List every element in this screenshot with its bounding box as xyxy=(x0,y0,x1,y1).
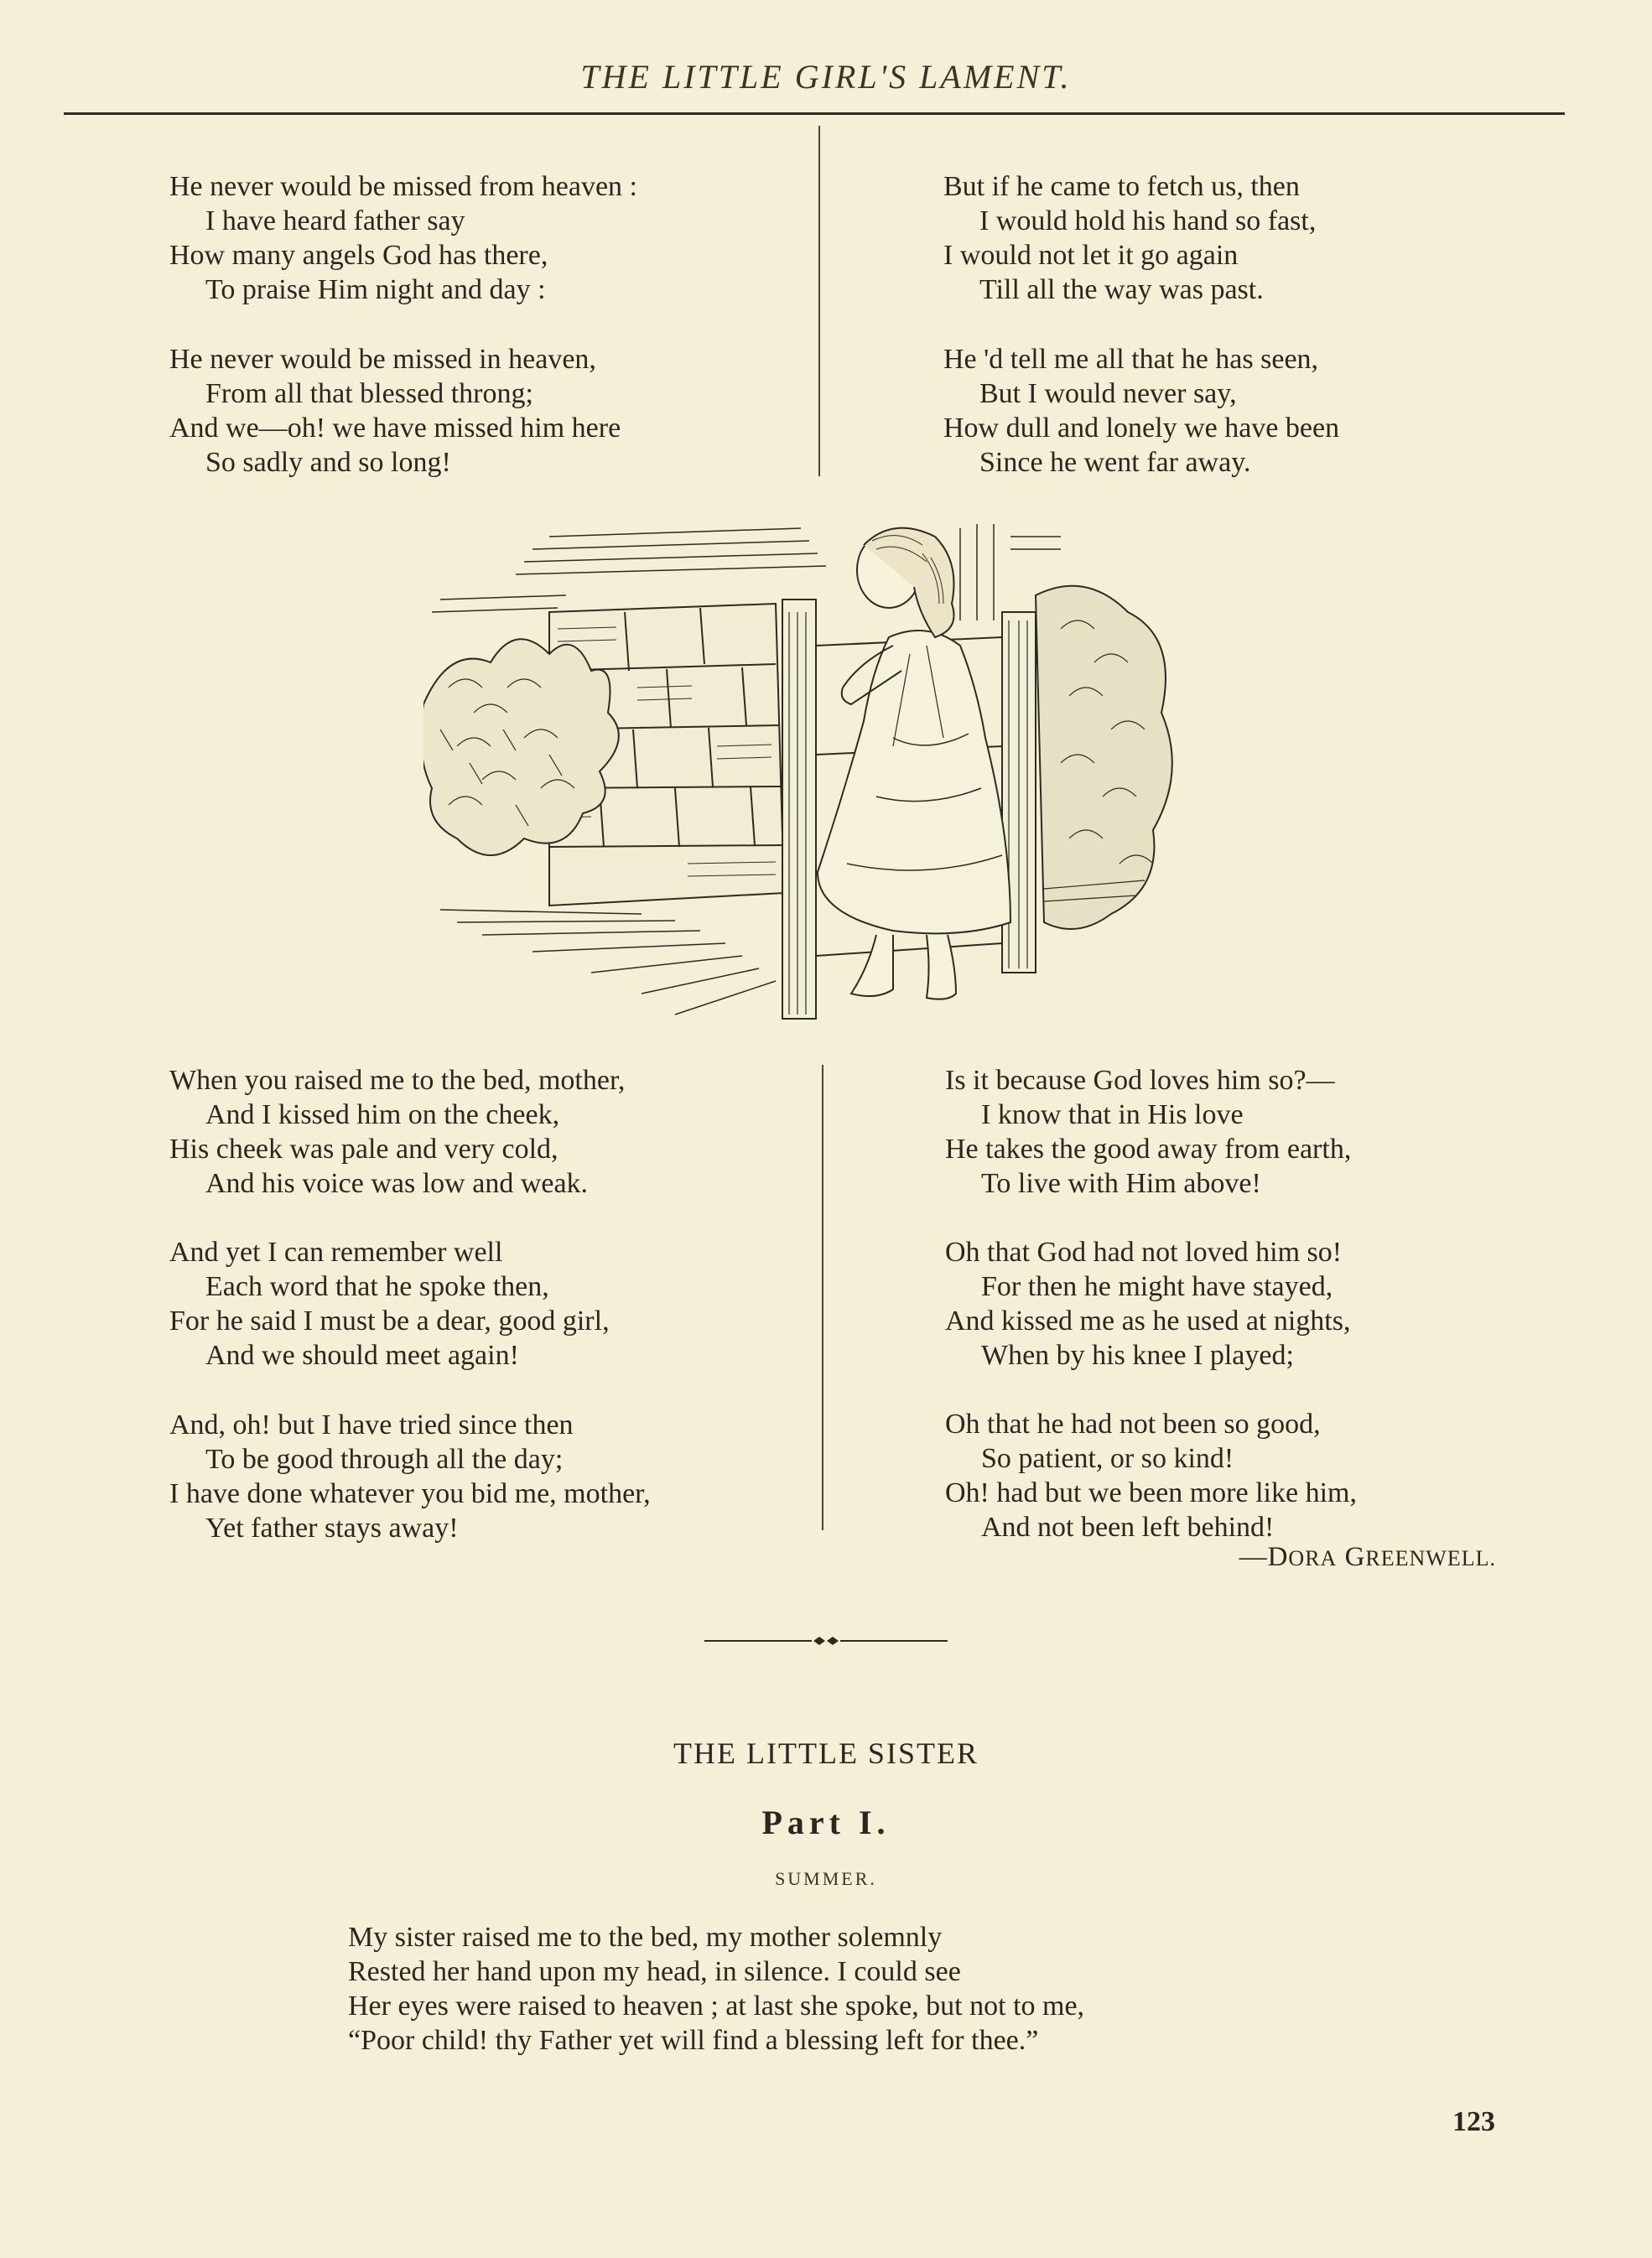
verse-line: So patient, or so kind! xyxy=(981,1443,1234,1474)
verse-line: Oh that God had not loved him so! xyxy=(945,1237,1343,1268)
verse-line: “Poor child! thy Father yet will find a blessing left for thee.” xyxy=(348,2025,1039,2056)
stanza-right-3 xyxy=(945,1063,1351,1201)
verse-line: I have heard father say xyxy=(205,205,465,236)
verse-line: When by his knee I played; xyxy=(981,1340,1294,1371)
verse-line: To be good through all the day; xyxy=(205,1444,564,1475)
verse-line: Each word that he spoke then, xyxy=(205,1271,549,1302)
verse-line: And his voice was low and weak. xyxy=(205,1168,589,1199)
verse-line: He takes the good away from earth, xyxy=(945,1134,1352,1165)
verse-line: Rested her hand upon my head, in silence. I could see xyxy=(348,1956,961,1987)
engraving-girl-at-gate xyxy=(423,520,1199,1027)
verse-line: Is it because God loves him so?— xyxy=(945,1065,1335,1096)
verse-line: When you raised me to the bed, mother, xyxy=(169,1065,626,1096)
season-label: SUMMER. xyxy=(775,1868,877,1889)
section-divider-ornament xyxy=(704,1635,948,1647)
verse-line: To praise Him night and day : xyxy=(205,274,546,305)
verse-line: From all that blessed throng; xyxy=(205,378,533,409)
verse-line: For he said I must be a dear, good girl, xyxy=(169,1305,610,1337)
stanza-left-5 xyxy=(169,1408,651,1545)
stanza-right-5 xyxy=(945,1407,1357,1544)
stanza-left-1 xyxy=(169,169,637,307)
verse-line: And not been left behind! xyxy=(981,1512,1275,1543)
running-head: THE LITTLE GIRL'S LAMENT. xyxy=(580,58,1072,96)
verse-line: How many angels God has there, xyxy=(169,240,548,271)
verse-line: Since he went far away. xyxy=(979,447,1251,478)
verse-line: He never would be missed from heaven : xyxy=(169,171,637,202)
verse-line: Till all the way was past. xyxy=(979,274,1264,305)
attribution-initial-2: G xyxy=(1344,1542,1366,1572)
verse-line: His cheek was pale and very cold, xyxy=(169,1134,558,1165)
verse-line: Yet father stays away! xyxy=(205,1513,459,1544)
verse-line: And yet I can remember well xyxy=(169,1237,503,1268)
stanza-left-4 xyxy=(169,1235,610,1373)
column-rule-bottom xyxy=(822,1065,823,1530)
verse-line: I know that in His love xyxy=(981,1099,1244,1130)
verse-line: And we should meet again! xyxy=(205,1340,519,1371)
header-rule xyxy=(64,112,1565,115)
part-heading: Part I. xyxy=(761,1804,891,1841)
stanza-right-1 xyxy=(943,169,1316,307)
verse-line: He never would be missed in heaven, xyxy=(169,344,596,375)
verse-line: But if he came to fetch us, then xyxy=(943,171,1300,202)
verse-line: My sister raised me to the bed, my mother solemnly xyxy=(348,1922,943,1953)
stanza-right-2 xyxy=(943,342,1339,480)
verse-line: But I would never say, xyxy=(979,378,1237,409)
verse-line: Oh! had but we been more like him, xyxy=(945,1477,1357,1508)
verse-line: He 'd tell me all that he has seen, xyxy=(943,344,1319,375)
verse-line: How dull and lonely we have been xyxy=(943,413,1340,444)
section-title: THE LITTLE SISTER xyxy=(673,1736,979,1770)
verse-line: And we—oh! we have missed him here xyxy=(169,413,621,444)
verse-line: So sadly and so long! xyxy=(205,447,451,478)
verse-line: Oh that he had not been so good, xyxy=(945,1409,1321,1440)
page-number: 123 xyxy=(1452,2106,1495,2137)
verse-line: To live with Him above! xyxy=(981,1168,1261,1199)
verse-line: For then he might have stayed, xyxy=(981,1271,1333,1302)
verse-line: And I kissed him on the cheek, xyxy=(205,1099,560,1130)
verse-line: I would not let it go again xyxy=(943,240,1239,271)
verse-line: And kissed me as he used at nights, xyxy=(945,1305,1351,1337)
stanza-left-2 xyxy=(169,342,621,480)
stanza-left-3 xyxy=(169,1063,625,1201)
attribution-rest-1: ORA xyxy=(1288,1546,1338,1570)
attribution-rest-2: REENWELL. xyxy=(1365,1546,1496,1570)
stanza-right-4 xyxy=(945,1235,1351,1373)
verse-line: And, oh! but I have tried since then xyxy=(169,1409,574,1440)
column-rule-top xyxy=(818,126,820,476)
attribution-initial-1: D xyxy=(1267,1542,1289,1572)
verse-line: I have done whatever you bid me, mother, xyxy=(169,1478,651,1509)
poem-attribution xyxy=(1239,1542,1496,1573)
attribution-dash: — xyxy=(1239,1542,1268,1572)
opening-stanza xyxy=(348,1920,1084,2058)
verse-line: I would hold his hand so fast, xyxy=(979,205,1317,236)
verse-line: Her eyes were raised to heaven ; at last she spoke, but not to me, xyxy=(348,1991,1085,2022)
